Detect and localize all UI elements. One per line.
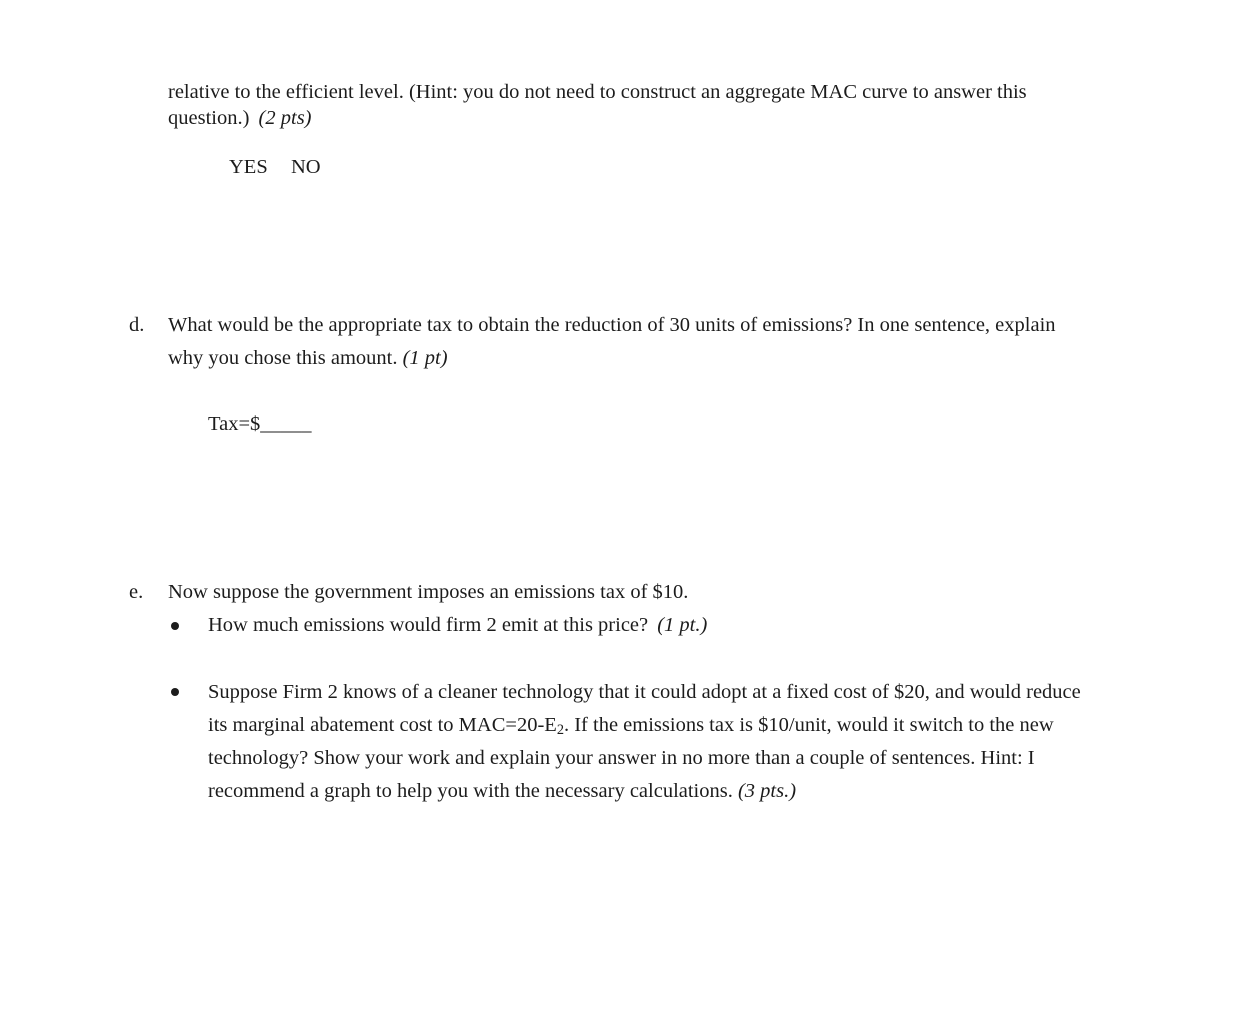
part-e-bullet-1	[208, 615, 707, 636]
bullet-2-line-4-text: recommend a graph to help you with the necessary calculations.	[208, 780, 733, 802]
bullet-2-icon	[171, 688, 179, 696]
tax-answer-line	[208, 414, 312, 435]
bullet-1-text: How much emissions would firm 2 emit at this price?	[208, 614, 649, 636]
part-c-text-line-1	[168, 82, 1027, 103]
part-d-question-line-1: What would be the appropriate tax to obtain the reduction of 30 units of emissions? In one sentence, explain	[168, 314, 1056, 336]
part-c-text-line-2	[168, 108, 312, 129]
part-e-marker: e.	[129, 581, 144, 603]
yes-option: YES	[229, 156, 268, 178]
part-e-intro: Now suppose the government imposes an emissions tax of $10.	[168, 581, 689, 603]
bullet-1-points: (1 pt.)	[657, 614, 708, 636]
part-d-line-2: why you chose this amount.	[168, 347, 398, 369]
bullet-2-line-4	[208, 781, 796, 802]
part-c-line-1: relative to the efficient level. (Hint: you do not need to construct an aggregate MAC curve to answer this	[168, 81, 1027, 103]
part-d-marker: d.	[129, 314, 145, 336]
bullet-2-subscript: 2	[556, 721, 564, 738]
bullet-2-points: (3 pts.)	[737, 780, 797, 802]
no-option: NO	[291, 156, 321, 178]
bullet-2-line-1: Suppose Firm 2 knows of a cleaner technology that it could adopt at a fixed cost of $20, and would reduce	[208, 681, 1081, 703]
bullet-1-icon	[171, 622, 179, 630]
part-c-line-2: question.)	[168, 107, 250, 129]
bullet-2-line-3: technology? Show your work and explain your answer in no more than a couple of sentences. Hint: I	[208, 747, 1035, 769]
part-d-points: (1 pt)	[402, 347, 448, 369]
bullet-2-line-2-b: . If the emissions tax is $10/unit, would it switch to the new	[563, 714, 1054, 736]
part-d-question-line-2	[168, 348, 448, 369]
bullet-2-line-2	[208, 715, 1054, 736]
part-c-points: (2 pts)	[258, 107, 312, 129]
tax-answer-blank: _____	[260, 413, 312, 435]
bullet-2-line-2-a: its marginal abatement cost to MAC=20-E	[208, 714, 557, 736]
tax-label: Tax=$	[208, 413, 261, 435]
